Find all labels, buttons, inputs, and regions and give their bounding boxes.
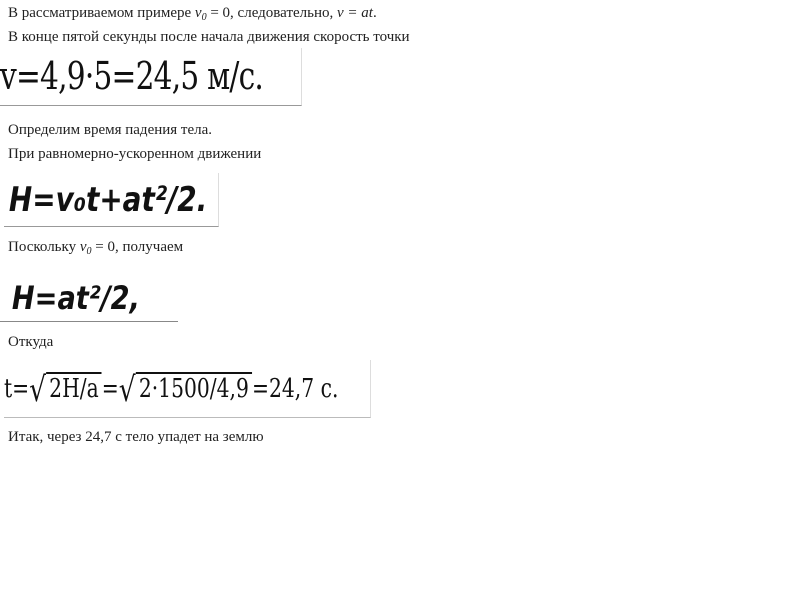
radical-1 [46,360,102,418]
text-line-5 [8,238,183,261]
radicand-1: 2H/a [46,372,102,404]
text-line-1 [8,4,377,27]
text-line-6: Откуда [8,334,54,350]
text-line-2: В конце пятой секунды после начала движения скорость точки [8,29,410,45]
formula-time-body [4,360,338,418]
radical-sign-icon: √ [118,370,136,410]
formula-height-simplified-text: H=at²/2, [11,279,140,317]
var-v: v [194,5,202,21]
formula-time [4,360,371,418]
formula-height-general-text: H=v₀t+at²/2. [8,180,208,220]
text-line-7: Итак, через 24,7 с тело упадет на землю [8,429,264,445]
formula-time-equals: = [101,374,119,404]
radical-2 [136,360,252,418]
text-line-3: Определим время падения тела. [8,122,213,138]
radicand-2: 2·1500/4,9 [136,372,252,404]
line-1-prefix: В рассматриваемом примере [8,5,195,21]
var-v: v [79,239,87,255]
var-subscript: 0 [86,246,92,257]
line-5-suffix: = 0, получаем [91,239,184,255]
radical-sign-icon: √ [29,370,47,410]
var-subscript: 0 [201,12,207,23]
formula-time-rhs: =24,7 с. [252,374,339,404]
formula-height-general [4,173,219,227]
formula-velocity [0,48,302,106]
inline-equation: v = at [337,5,373,21]
text-line-4: При равномерно-ускоренном движении [8,146,262,162]
formula-height-simplified [0,276,178,322]
formula-velocity-text: v=4,9·5=24,5 м/с. [0,54,264,98]
formula-time-lhs: t= [4,374,30,404]
line-1-suffix: . [372,5,377,21]
line-1-middle: = 0, следовательно, [206,5,338,21]
line-5-prefix: Поскольку [8,239,80,255]
